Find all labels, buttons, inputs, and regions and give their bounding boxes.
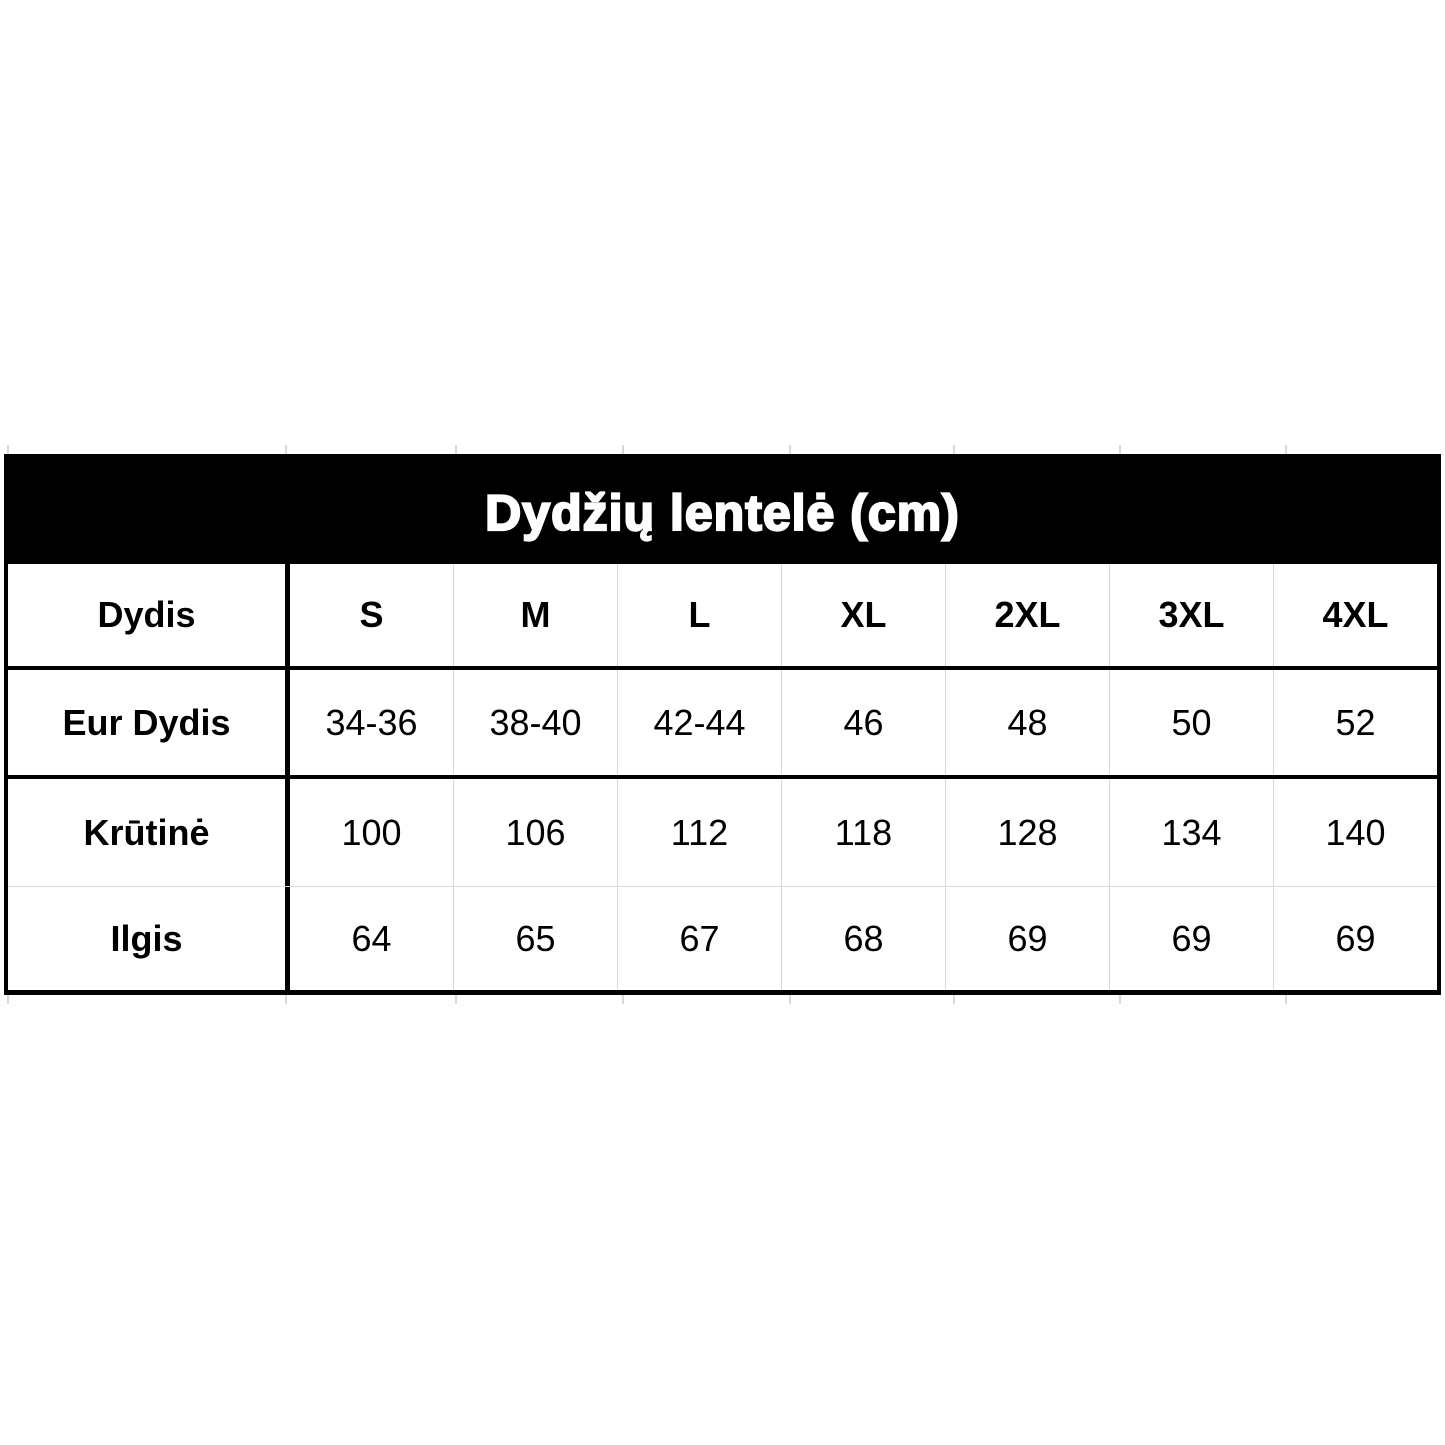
gridline-tick <box>285 995 287 1004</box>
header-cell-2xl: 2XL <box>946 564 1110 666</box>
eur-dydis-2xl: 48 <box>946 670 1110 775</box>
header-cell-3xl: 3XL <box>1110 564 1274 666</box>
eur-dydis-3xl: 50 <box>1110 670 1274 775</box>
header-cell-s: S <box>290 564 454 666</box>
gridline-tick <box>455 445 457 454</box>
row-label-eur-dydis: Eur Dydis <box>8 670 290 775</box>
gridline-tick <box>953 445 955 454</box>
table-row-ilgis <box>8 887 1437 990</box>
ilgis-xl: 68 <box>782 887 946 990</box>
ilgis-2xl: 69 <box>946 887 1110 990</box>
gridline-tick <box>953 995 955 1004</box>
gridline-tick <box>1285 445 1287 454</box>
eur-dydis-m: 38-40 <box>454 670 618 775</box>
header-cell-l: L <box>618 564 782 666</box>
eur-dydis-s: 34-36 <box>290 670 454 775</box>
table-title-bar <box>8 458 1437 564</box>
gridline-tick <box>622 445 624 454</box>
ilgis-4xl: 69 <box>1335 917 1376 959</box>
gridline-tick <box>1119 445 1121 454</box>
header-row <box>8 564 1437 670</box>
krutine-4xl: 140 <box>1325 811 1386 853</box>
gridline-tick <box>789 445 791 454</box>
size-table <box>4 454 1441 995</box>
eur-dydis-4xl: 52 <box>1335 701 1376 743</box>
eur-dydis-l: 42-44 <box>618 670 782 775</box>
gridline-tick <box>285 445 287 454</box>
gridline-tick <box>7 445 9 454</box>
krutine-2xl: 128 <box>946 779 1110 886</box>
gridline-tick <box>1119 995 1121 1004</box>
gridline-tick <box>1285 995 1287 1004</box>
header-cell-m: M <box>454 564 618 666</box>
row-label-ilgis: Ilgis <box>8 887 290 990</box>
gridline-tick <box>789 995 791 1004</box>
krutine-xl: 118 <box>782 779 946 886</box>
table-row-krutine <box>8 779 1437 887</box>
gridline-tick <box>455 995 457 1004</box>
krutine-s: 100 <box>290 779 454 886</box>
ilgis-s: 64 <box>290 887 454 990</box>
ilgis-l: 67 <box>618 887 782 990</box>
table-row-eur-dydis <box>8 670 1437 779</box>
krutine-3xl: 134 <box>1110 779 1274 886</box>
row-label-krutine: Krūtinė <box>8 779 290 886</box>
ilgis-3xl: 69 <box>1110 887 1274 990</box>
header-cell-4xl: 4XL <box>1322 594 1389 635</box>
ilgis-m: 65 <box>454 887 618 990</box>
table-title: Dydžių lentelė (cm) <box>485 485 960 541</box>
header-cell-xl: XL <box>782 564 946 666</box>
header-cell-dydis: Dydis <box>8 564 290 666</box>
krutine-l: 112 <box>618 779 782 886</box>
krutine-m: 106 <box>454 779 618 886</box>
eur-dydis-xl: 46 <box>782 670 946 775</box>
gridline-tick <box>622 995 624 1004</box>
gridline-tick <box>7 995 9 1004</box>
